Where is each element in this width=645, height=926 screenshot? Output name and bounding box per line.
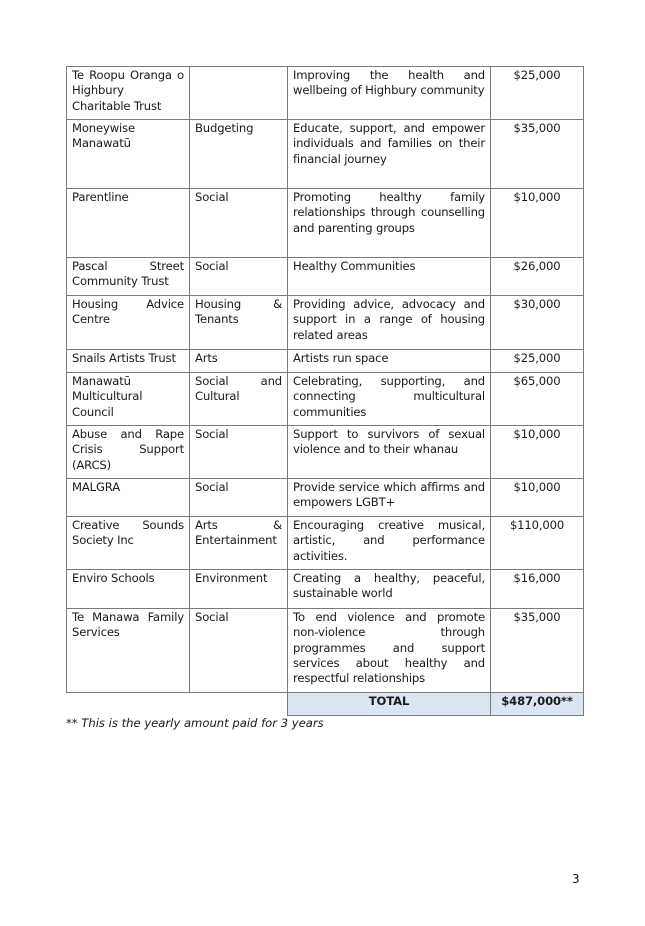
- total-row: [67, 693, 584, 716]
- table-row: [67, 479, 584, 517]
- purpose-cell: Artists run space: [288, 350, 491, 373]
- organisation-cell: Pascal Street Community Trust: [67, 258, 190, 296]
- amount-cell: $26,000: [491, 258, 584, 296]
- purpose-cell: Encouraging creative musical, artistic, and performance activities.: [288, 517, 491, 570]
- amount-cell: $35,000: [491, 609, 584, 693]
- page-number: 3: [572, 872, 580, 886]
- purpose-cell: Creating a healthy, peaceful, sustainable world: [288, 570, 491, 609]
- organisation-cell: Moneywise Manawatū: [67, 120, 190, 189]
- amount-cell: $10,000: [491, 426, 584, 479]
- table-row: [67, 67, 584, 120]
- table-row: [67, 350, 584, 373]
- category-cell: Budgeting: [190, 120, 288, 189]
- amount-cell: $65,000: [491, 373, 584, 426]
- category-cell: Social and Cultural: [190, 373, 288, 426]
- table-row: [67, 517, 584, 570]
- category-cell: Social: [190, 609, 288, 693]
- footnote: ** This is the yearly amount paid for 3 years: [66, 716, 324, 730]
- organisation-cell: Creative Sounds Society Inc: [67, 517, 190, 570]
- grants-table: [66, 66, 584, 716]
- category-cell: Arts & Entertainment: [190, 517, 288, 570]
- organisation-cell: Manawatū Multicultural Council: [67, 373, 190, 426]
- purpose-cell: Provide service which affirms and empowers LGBT+: [288, 479, 491, 517]
- amount-cell: $35,000: [491, 120, 584, 189]
- organisation-cell: Enviro Schools: [67, 570, 190, 609]
- category-cell: Social: [190, 479, 288, 517]
- category-cell: Social: [190, 426, 288, 479]
- category-cell: [190, 67, 288, 120]
- table-row: [67, 373, 584, 426]
- amount-cell: $16,000: [491, 570, 584, 609]
- amount-cell: $30,000: [491, 296, 584, 350]
- purpose-cell: Healthy Communities: [288, 258, 491, 296]
- category-cell: Environment: [190, 570, 288, 609]
- table-row: [67, 296, 584, 350]
- category-cell: Social: [190, 189, 288, 258]
- grants-table-body: [67, 67, 584, 716]
- amount-cell: $25,000: [491, 67, 584, 120]
- category-cell: Social: [190, 258, 288, 296]
- table-row: [67, 426, 584, 479]
- organisation-cell: Parentline: [67, 189, 190, 258]
- amount-cell: $25,000: [491, 350, 584, 373]
- amount-cell: $10,000: [491, 189, 584, 258]
- purpose-cell: Educate, support, and empower individuals and families on their financial journey: [288, 120, 491, 189]
- purpose-cell: Providing advice, advocacy and support in a range of housing related areas: [288, 296, 491, 350]
- organisation-cell: MALGRA: [67, 479, 190, 517]
- total-amount: $487,000**: [491, 693, 584, 716]
- total-label: TOTAL: [288, 693, 491, 716]
- table-row: [67, 189, 584, 258]
- organisation-cell: Abuse and Rape Crisis Support (ARCS): [67, 426, 190, 479]
- category-cell: Arts: [190, 350, 288, 373]
- organisation-cell: Housing Advice Centre: [67, 296, 190, 350]
- table-row: [67, 120, 584, 189]
- table-row: [67, 570, 584, 609]
- purpose-cell: Promoting healthy family relationships through counselling and parenting groups: [288, 189, 491, 258]
- table-row: [67, 258, 584, 296]
- amount-cell: $10,000: [491, 479, 584, 517]
- total-spacer: [67, 693, 288, 716]
- organisation-cell: Te Roopu Oranga o Highbury Charitable Trust: [67, 67, 190, 120]
- purpose-cell: Celebrating, supporting, and connecting multicultural communities: [288, 373, 491, 426]
- purpose-cell: To end violence and promote non-violence through programmes and support services about healthy and respectful relationships: [288, 609, 491, 693]
- purpose-cell: Support to survivors of sexual violence and to their whanau: [288, 426, 491, 479]
- purpose-cell: Improving the health and wellbeing of Highbury community: [288, 67, 491, 120]
- organisation-cell: Te Manawa Family Services: [67, 609, 190, 693]
- category-cell: Housing & Tenants: [190, 296, 288, 350]
- table-row: [67, 609, 584, 693]
- amount-cell: $110,000: [491, 517, 584, 570]
- organisation-cell: Snails Artists Trust: [67, 350, 190, 373]
